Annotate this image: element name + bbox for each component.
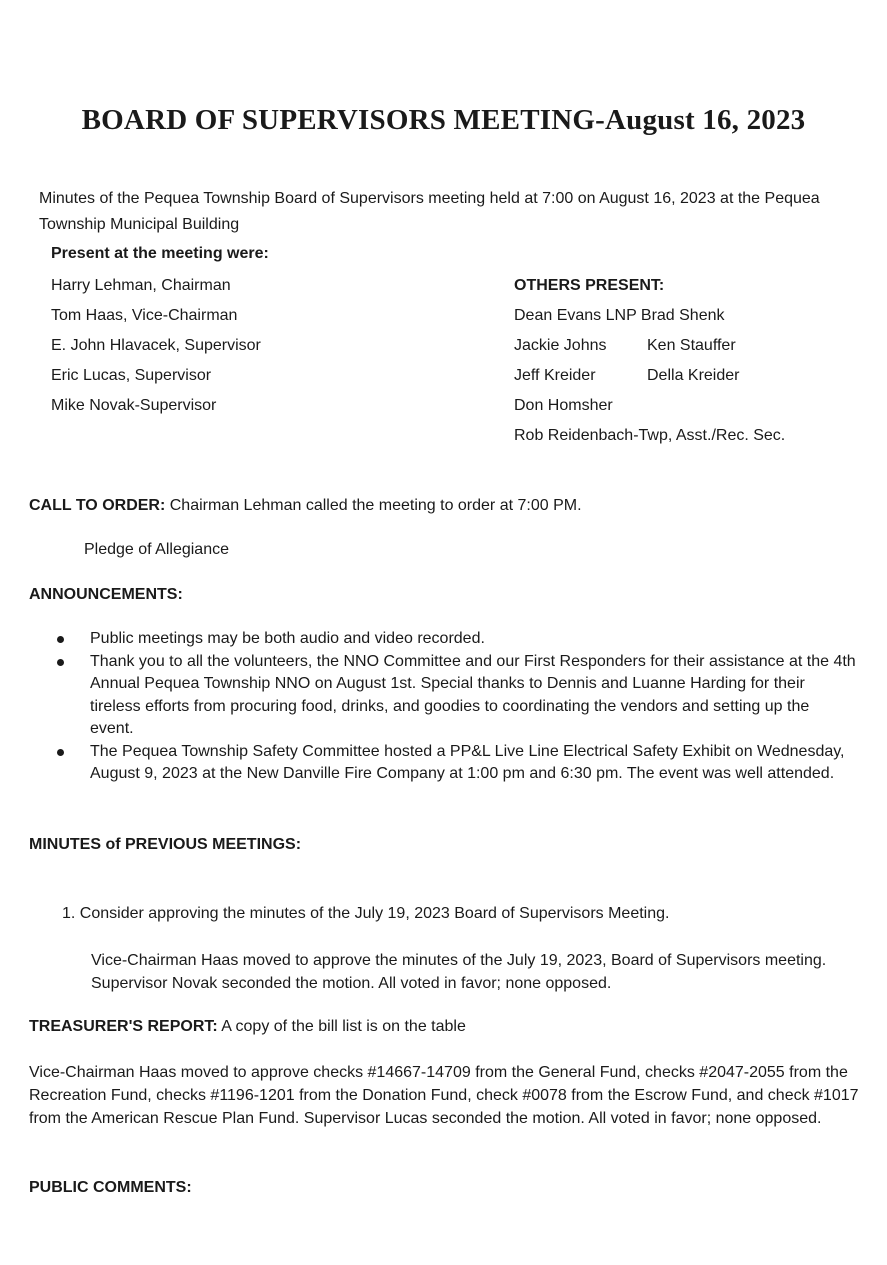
public-comments-heading: PUBLIC COMMENTS: xyxy=(29,1179,192,1196)
member-item: E. John Hlavacek, Supervisor xyxy=(51,337,261,354)
announcements-list xyxy=(56,628,856,786)
minutes-item: 1. Consider approving the minutes of the July 19, 2023 Board of Supervisors Meeting. xyxy=(62,905,670,922)
announcement-item xyxy=(56,651,856,741)
others-heading: OTHERS PRESENT: xyxy=(514,277,665,294)
intro-paragraph: Minutes of the Pequea Township Board of Supervisors meeting held at 7:00 on August 16, 2023 at the Pequea Township Municipal Building xyxy=(39,190,820,233)
others-present-list xyxy=(514,275,785,455)
announcements-heading: ANNOUNCEMENTS: xyxy=(29,586,183,603)
call-to-order-label: CALL TO ORDER: xyxy=(29,497,166,514)
others-pair xyxy=(514,335,785,365)
minutes-heading: MINUTES of PREVIOUS MEETINGS: xyxy=(29,836,302,853)
treasurers-report-body: Vice-Chairman Haas moved to approve checks #14667-14709 from the General Fund, checks #2047-2055 from the Recreation Fund, checks #1196-1201 from the Donation Fund, check #0078 from the Escrow Fund, and check #1017 from the American Rescue Plan Fund. Supervisor Lucas seconded the motion. All voted in favor; none opposed. xyxy=(29,1064,859,1127)
treasurers-report-label: TREASURER'S REPORT: xyxy=(29,1018,218,1035)
pledge-line: Pledge of Allegiance xyxy=(84,541,229,558)
others-item: Ken Stauffer xyxy=(647,337,736,354)
others-item: Della Kreider xyxy=(647,367,740,384)
present-heading: Present at the meeting were: xyxy=(51,245,269,262)
call-to-order xyxy=(29,497,582,515)
treasurers-report-text: A copy of the bill list is on the table xyxy=(217,1018,466,1035)
treasurers-report xyxy=(29,1018,466,1036)
minutes-item-body: Vice-Chairman Haas moved to approve the minutes of the July 19, 2023, Board of Supervisors meeting. Supervisor Novak seconded the motion. All voted in favor; none opposed. xyxy=(91,952,827,992)
member-item: Eric Lucas, Supervisor xyxy=(51,367,212,384)
bullet-icon xyxy=(57,749,64,756)
announcement-text: Thank you to all the volunteers, the NNO Committee and our First Responders for their assistance at the 4th Annual Pequea Township NNO on August 1st. Special thanks to Dennis and Luanne Harding for their tireless efforts from procuring food, drinks, and goodies to coordinating the vendors and setting up the event. xyxy=(90,652,856,737)
page-title: BOARD OF SUPERVISORS MEETING-August 16, 2023 xyxy=(81,104,806,136)
others-item: Rob Reidenbach-Twp, Asst./Rec. Sec. xyxy=(514,427,786,444)
call-to-order-text: Chairman Lehman called the meeting to order at 7:00 PM. xyxy=(165,497,582,514)
announcement-text: The Pequea Township Safety Committee hosted a PP&L Live Line Electrical Safety Exhibit on Wednesday, August 9, 2023 at the New Danville Fire Company at 1:00 pm and 6:30 pm. The event was well attended. xyxy=(90,742,845,782)
announcement-item xyxy=(56,741,856,786)
others-item: Jeff Kreider xyxy=(514,367,596,384)
member-item: Tom Haas, Vice-Chairman xyxy=(51,307,238,324)
bullet-icon xyxy=(57,659,64,666)
others-item: Dean Evans LNP Brad Shenk xyxy=(514,307,725,324)
others-item: Jackie Johns xyxy=(514,337,607,354)
others-pair xyxy=(514,365,785,395)
members-list xyxy=(51,275,261,425)
announcement-item xyxy=(56,628,856,651)
member-item: Mike Novak-Supervisor xyxy=(51,397,217,414)
bullet-icon xyxy=(57,636,64,643)
member-item: Harry Lehman, Chairman xyxy=(51,277,231,294)
others-item: Don Homsher xyxy=(514,397,613,414)
announcement-text: Public meetings may be both audio and video recorded. xyxy=(90,630,485,647)
